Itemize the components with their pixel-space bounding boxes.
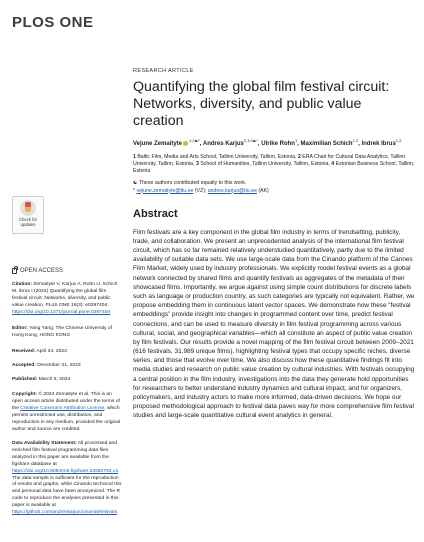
citation-label: Citation: — [12, 282, 33, 287]
accepted-text: December 31, 2023 — [35, 363, 81, 368]
abstract-heading: Abstract — [133, 207, 178, 220]
author-5[interactable]: Indrek Ibrus$^{1,2}$ — [361, 138, 402, 147]
article-title: Quantifying the global film festival circuit: Networks, diversity, and public value creation — [133, 79, 390, 129]
email-ak-link[interactable]: andres.karjus@tlu.ee — [207, 187, 257, 194]
data-availability-text3: . — [117, 510, 119, 516]
data-availability-text2: . The data sample is sufficient for the reproduction of results and graphs, while Cinando technical IDs and personal data have been anonymized. The R code to reproduce the analyses presented in this paper is available at — [12, 468, 122, 509]
copyright-text2: , which permits unrestricted use, distribution, and reproduction in any medium, provided the original author and source are credited. — [12, 405, 121, 432]
received-text: April 24, 2023 — [35, 349, 67, 354]
received-label: Received: — [12, 349, 36, 354]
published-block — [12, 377, 122, 384]
editor-text: Yang Yang, The Chinese University of Hong Kong, HONG KONG — [12, 326, 113, 338]
updates-line1: Check for — [19, 217, 37, 222]
copyright-block — [12, 392, 122, 433]
abstract-body: Film festivals are a key component in the global film industry in terms of trendsetting, publicity, trade, and collaboration. We present an unprecedented analysis of the international film festival circuit, which has so far remained relatively understudied quantitatively, partly due to the limited availability of suitable data sets. We use large-scale data from the Cinando platform of the Cannes Film Market, widely used by industry professionals. We explicitly model festival events as a global network connected by shared films and quantify festivals as aggregates of the metadata of their showcased films. Importantly, we argue against using simple count distributions for discrete labels such as language or production country, as such categories are typically not equivalent. Rather, we propose embedding them in continuous latent vector spaces. We demonstrate how these “festival embeddings” provide insight into changes in programmed content over time, predict festival connections, and can be used to measure diversity in film festival programming across various cultural, social, and geographical variables—which all constitute an aspect of public value creation by film festivals. Our results provide a novel mapping of the film festival circuit between 2009–2021 (616 festivals, 31,989 unique films), highlighting festival types that occupy specific niches, diverse series, and those that evolve over time. We also discuss how these quantitative findings fit into media studies and research on public value creation by cultural industries. With festivals occupying a central position in the film industry, investigations into the data they generate hold opportunities for researchers to better understand industry dynamics and cultural impact, and for organizers, policymakers, and industry actors to make more informed, data-driven decisions. We hope our proposed methodological approach to festival data paves way for more comprehensive film festival studies and large-scale quantitative cultural event analytics in general. — [133, 228, 415, 420]
author-1[interactable]: Vejune Zemaityte$^{1,2☯*}$ — [133, 138, 200, 147]
bookmark-icon — [20, 200, 36, 216]
cc-license-link[interactable]: Creative Commons Attribution License — [20, 405, 105, 411]
github-link[interactable]: https://github.com/andreskarjus/cinandofestivals — [12, 510, 118, 516]
open-access-label — [12, 268, 63, 274]
citation-doi-link[interactable]: https://doi.org/10.1371/journal.pone.0297404 — [12, 309, 111, 315]
copyright-text: © 2024 Zemaityte et al. This is an open access article distributed under the terms of the — [12, 392, 120, 411]
data-availability-block — [12, 441, 122, 517]
article-type: RESEARCH ARTICLE — [133, 68, 194, 74]
author-2[interactable]: Andres Karjus$^{2,3,4☯*}$ — [202, 138, 258, 147]
journal-logo: PLOS ONE — [12, 14, 94, 31]
article-main — [133, 68, 415, 421]
data-availability-label: Data Availability Statement: — [12, 441, 77, 446]
open-access-text: OPEN ACCESS — [20, 268, 64, 274]
accepted-label: Accepted: — [12, 363, 36, 368]
editor-block — [12, 326, 122, 340]
accepted-block — [12, 363, 122, 370]
published-label: Published: — [12, 377, 38, 382]
author-4[interactable]: Maximilian Schich$^{1,2}$ — [300, 138, 359, 147]
figshare-link[interactable]: https://doi.org/10.6084/m9.figshare.22682794.v1 — [12, 468, 119, 474]
equal-contribution-note: ☯ These authors contributed equally to this work. — [133, 180, 247, 187]
orcid-icon[interactable] — [183, 141, 188, 146]
author-list: Vejune Zemaityte$^{1,2☯*}$, Andres Karjus$^{2,3,4☯*}$, Ulrike Rohn$^1$, Maximilian Schich$^{1,2}$, Indrek Ibrus$^{1,2}$ — [133, 138, 402, 147]
author-notes — [133, 180, 415, 194]
published-text: March 6, 2024 — [37, 377, 71, 382]
citation-text: Zemaityte V, Karjus A, Rohn U, Schich M, Ibrus I (2024) Quantifying the global film festival circuit: Networks, diversity, and public value creation. PLoS ONE 19(3): e0297404. — [12, 282, 118, 308]
data-availability-text: All processed and enriched film festival programming data files analyzed in this paper are available from the figshare database at — [12, 441, 118, 467]
updates-line2: updates — [20, 221, 36, 227]
editor-label: Editor: — [12, 326, 28, 331]
received-block — [12, 349, 122, 356]
lock-icon — [12, 268, 17, 274]
affiliations: 1 Baltic Film, Media and Arts School, Tallinn University, Tallinn, Estonia, 2 ERA Chair for Cultural Data Analytics, Tallinn University, Tallinn, Estonia, 3 School of Humanities, Tallinn University, Tallinn, Estonia, 4 Estonian Business School, Tallinn, Estonia — [133, 154, 415, 175]
citation-block — [12, 282, 122, 317]
check-for-updates-badge[interactable] — [12, 196, 44, 234]
corresponding-authors: * vejune.zemaityte@tlu.ee (VZ); andres.karjus@tlu.ee (AK) — [133, 187, 269, 194]
copyright-label: Copyright: — [12, 392, 37, 397]
author-3[interactable]: Ulrike Rohn$^1$ — [261, 138, 298, 147]
email-vz-link[interactable]: vejune.zemaityte@tlu.ee — [136, 187, 194, 194]
